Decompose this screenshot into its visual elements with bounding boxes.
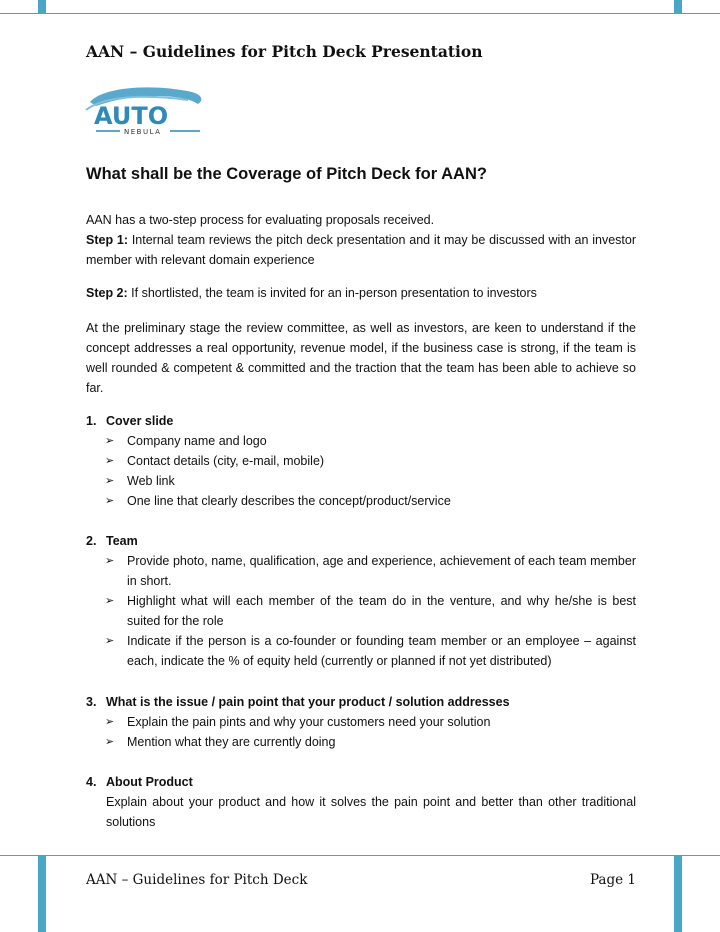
svg-text:AUTO: AUTO bbox=[94, 102, 169, 130]
section-pain-point bbox=[86, 692, 636, 752]
section-cover-slide bbox=[86, 411, 636, 511]
arrow-bullet-icon: ➢ bbox=[105, 475, 115, 487]
list-item: ➢ One line that clearly describes the concept/product/service bbox=[86, 491, 636, 511]
step-1-text: Internal team reviews the pitch deck presentation and it may be discussed with an investor member with relevant domain experience bbox=[86, 233, 636, 267]
step-1 bbox=[86, 230, 636, 270]
list-item: ➢ Highlight what will each member of the team do in the venture, and why he/she is best suited for the role bbox=[86, 591, 636, 631]
page-number: Page 1 bbox=[589, 872, 636, 888]
arrow-bullet-icon: ➢ bbox=[105, 635, 115, 647]
intro-paragraph: At the preliminary stage the review committee, as well as investors, are keen to understand if the concept addresses a real opportunity, revenue model, if the business case is strong, if the team is well rounded & competent & committed and the traction that the team has been able to achieve so far. bbox=[86, 321, 636, 395]
arrow-bullet-icon: ➢ bbox=[105, 455, 115, 467]
section-title-text: About Product bbox=[106, 775, 193, 789]
list-item: ➢ Indicate if the person is a co-founder or founding team member or an employee – against each, indicate the % of equity held (currently or planned if not yet distributed) bbox=[86, 631, 636, 671]
list-item: ➢ Provide photo, name, qualification, age and experience, achievement of each team member in short. bbox=[86, 551, 636, 591]
section-text: Explain about your product and how it solves the pain point and better than other traditional solutions bbox=[106, 795, 636, 829]
page-heading: What shall be the Coverage of Pitch Deck for AAN? bbox=[86, 165, 487, 183]
bottom-right-bar bbox=[674, 855, 682, 932]
arrow-bullet-icon: ➢ bbox=[105, 495, 115, 507]
step-2 bbox=[86, 283, 636, 303]
arrow-bullet-icon: ➢ bbox=[105, 716, 115, 728]
section-title-text: Cover slide bbox=[106, 414, 174, 428]
bottom-left-bar bbox=[38, 855, 46, 932]
svg-text:NEBULA: NEBULA bbox=[124, 128, 162, 136]
bottom-divider bbox=[0, 855, 720, 856]
intro-line: AAN has a two-step process for evaluating proposals received. bbox=[86, 213, 435, 227]
step-2-label: Step 2: bbox=[86, 286, 128, 300]
section-title bbox=[86, 531, 636, 551]
intro-block bbox=[86, 210, 636, 270]
section-number: 2. bbox=[86, 534, 97, 548]
list-item: ➢ Web link bbox=[86, 471, 636, 491]
step-1-label: Step 1: bbox=[86, 233, 129, 247]
list-item: ➢ Mention what they are currently doing bbox=[86, 732, 636, 752]
footer-title: AAN – Guidelines for Pitch Deck bbox=[86, 872, 308, 888]
list-item: ➢ Company name and logo bbox=[86, 431, 636, 451]
top-left-tab bbox=[38, 0, 46, 14]
arrow-bullet-icon: ➢ bbox=[105, 595, 115, 607]
section-number: 4. bbox=[86, 775, 97, 789]
section-about-product bbox=[86, 772, 636, 832]
section-title-text: What is the issue / pain point that your product / solution addresses bbox=[106, 695, 510, 709]
section-team bbox=[86, 531, 636, 671]
list-item: ➢ Explain the pain pints and why your customers need your solution bbox=[86, 712, 636, 732]
arrow-bullet-icon: ➢ bbox=[105, 555, 115, 567]
section-number: 3. bbox=[86, 695, 97, 709]
auto-nebula-logo bbox=[84, 80, 206, 136]
arrow-bullet-icon: ➢ bbox=[105, 435, 115, 447]
arrow-bullet-icon: ➢ bbox=[105, 736, 115, 748]
step-2-text: If shortlisted, the team is invited for an in-person presentation to investors bbox=[127, 286, 537, 300]
header-title: AAN – Guidelines for Pitch Deck Presentation bbox=[86, 42, 483, 61]
section-title bbox=[86, 692, 636, 712]
list-item: ➢ Contact details (city, e-mail, mobile) bbox=[86, 451, 636, 471]
step-2-block bbox=[86, 283, 636, 303]
intro-paragraph-block bbox=[86, 318, 636, 398]
section-title-text: Team bbox=[106, 534, 138, 548]
section-title bbox=[86, 411, 636, 431]
top-divider bbox=[0, 13, 720, 14]
top-right-tab bbox=[674, 0, 682, 14]
section-title bbox=[86, 772, 636, 792]
section-number: 1. bbox=[86, 414, 97, 428]
